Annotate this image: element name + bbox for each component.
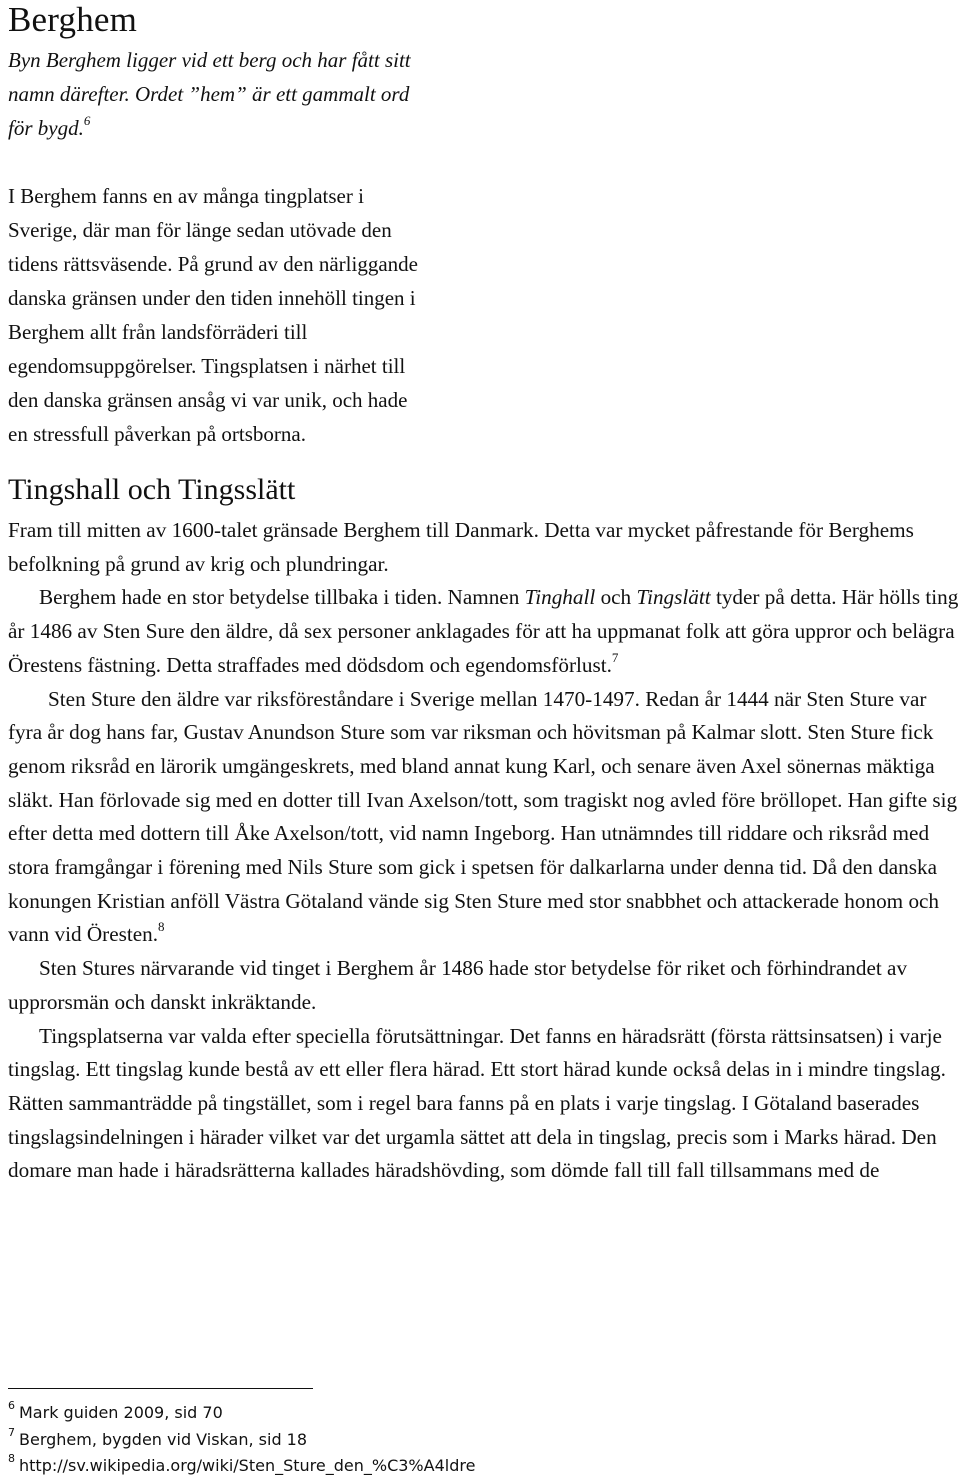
body-paragraph: Fram till mitten av 1600-talet gränsade Berghem till Danmark. Detta var mycket påfrestande för Berghems befolkning på grund av krig och plundringar.: [8, 518, 914, 576]
footnote-item: [8, 1427, 475, 1454]
paragraph-line: Berghem allt från landsförräderi till: [8, 320, 308, 344]
footnote-number: 8: [8, 1452, 15, 1465]
footnote-number: 7: [8, 1425, 15, 1439]
paragraph-line: tidens rättsväsende. På grund av den närliggande: [8, 252, 418, 276]
emphasis-tinghall: Tinghall: [524, 585, 596, 610]
paragraph-line: en stressfull påverkan på ortsborna.: [8, 422, 306, 446]
footnote-number: 6: [8, 1399, 15, 1412]
page-title: Berghem: [8, 0, 138, 39]
intro-line: namn därefter. Ordet ”hem” är ett gammalt ord: [8, 82, 410, 106]
paragraph-line: danska gränsen under den tiden innehöll tingen i: [8, 286, 416, 310]
footnote-item: [8, 1400, 475, 1427]
tingplats-paragraph: [8, 179, 528, 451]
footnote-ref: 8: [158, 919, 165, 935]
paragraph-line: I Berghem fanns en av många tingplatser i: [8, 184, 364, 208]
body-paragraph: Sten Stures närvarande vid tinget i Berghem år 1486 hade stor betydelse för riket och förhindrandet av upprorsmän och danskt inkräktande.: [8, 956, 908, 1014]
paragraph-line: den danska gränsen ansåg vi var unik, och hade: [8, 388, 408, 412]
emphasis-tingslatt: Tingslätt: [636, 585, 711, 610]
footnote-text: Mark guiden 2009, sid 70: [19, 1403, 223, 1422]
footnote-separator: [8, 1388, 313, 1389]
intro-line: för bygd.: [8, 116, 84, 140]
footnote-item: [8, 1453, 475, 1480]
body-paragraph: Tingsplatserna var valda efter speciella förutsättningar. Det fanns en häradsrätt (första rättsinsatsen) i varje tingslag. Ett tingslag kunde bestå av ett eller flera härad. Ett stort härad kunde också delas in i mindre tingslag. Rätten sammanträdde på tingstället, som i regel bara fanns på en plats i varje tingslag. I Götaland baserades tingslagsindelningen i härader vilket var det urgamla sättet att dela in tingslag, precis som i Marks härad. Den domare man hade i häradsrätterna kallades häradshövding, som dömde fall till fall tillsammans med de: [8, 1023, 946, 1183]
paragraph-line: egendomsuppgörelser. Tingsplatsen i närhet till: [8, 354, 406, 378]
footnote-ref: 6: [83, 113, 91, 128]
footnote-link[interactable]: http://sv.wikipedia.org/wiki/Sten_Sture_den_%C3%A4ldre: [19, 1456, 476, 1475]
body-paragraph: Sten Sture den äldre var riksföreståndare i Sverige mellan 1470-1497. Redan år 1444 när Sten Sture var fyra år dog hans far, Gustav Anundson Sture som var riksman och hövitsman på Kalmar slott. Sten Sture fick genom riksråd en lärorik umgängeskrets, med bland annat kung Karl, och senare även Axel sönernas mäktiga släkt. Han förlovade sig med en dotter till Ivan Axelson/tott, som tragiskt nog avled före bröllopet. Han gifte sig efter detta med dottern till Åke Axelson/tott, vid namn Ingeborg. Han utnämndes till riddare och riksråd med stora framgångar i förening med Nils Sture som gick i spetsen för dalkarlarna under denna tid. Då den danska konungen Kristian anföll Västra Götaland vände sig Sten Sture med stor snabbhet och attackerade honom och vann vid Öresten.$^8$: [8, 686, 958, 947]
intro-paragraph: [8, 43, 528, 145]
paragraph-line: Sverige, där man för länge sedan utövade den: [8, 218, 392, 242]
body-paragraph: Berghem hade en stor betydelse tillbaka i tiden. Namnen Tinghall och Tingslätt tyder på detta. Här hölls ting år 1486 av Sten Sure den äldre, då sex personer anklagades för att ha uppmanat folk att göra uppror och belägra Örestens fästning. Detta straffades med dödsdom och egendomsförlust.$^7$: [8, 585, 959, 677]
footnotes: [8, 1400, 475, 1480]
footnote-text: Berghem, bygden vid Viskan, sid 18: [19, 1429, 308, 1449]
footnote-ref: 7: [611, 649, 619, 665]
section-body: [8, 514, 960, 1188]
section-heading: Tingshall och Tingsslätt: [8, 473, 296, 506]
intro-line: Byn Berghem ligger vid ett berg och har fått sitt: [8, 48, 411, 72]
